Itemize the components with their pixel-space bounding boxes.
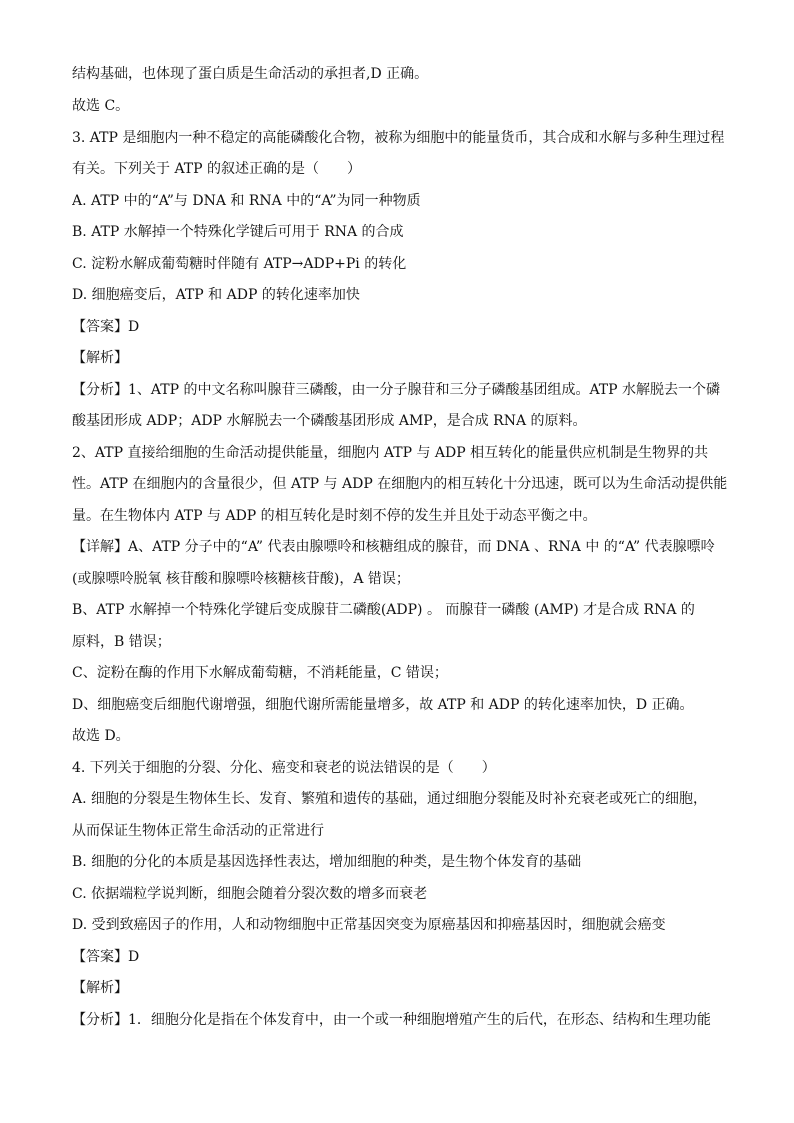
option-b: B. ATP 水解掉一个特殊化学键后可用于 RNA 的合成 [72, 224, 404, 240]
analysis-label: 【解析】 [72, 350, 128, 366]
text-line: 故选 C。 [72, 98, 130, 114]
detail-text: 原料，B 错误； [72, 634, 171, 650]
analysis-text: 2、ATP 直接给细胞的生命活动提供能量，细胞内 ATP 与 ADP 相互转化的能量供应机制是生物界的共 [72, 445, 709, 461]
option-a: A. ATP 中的“A”与 DNA 和 RNA 中的“A”为同一种物质 [72, 193, 421, 209]
text-line: 故选 D。 [72, 728, 130, 744]
answer-label: 【答案】D [72, 319, 140, 335]
analysis-label: 【解析】 [72, 980, 128, 996]
text-line: 结构基础，也体现了蛋白质是生命活动的承担者,D 正确。 [72, 66, 429, 82]
detail-text: C、淀粉在酶的作用下水解成葡萄糖，不消耗能量，C 错误； [72, 665, 448, 681]
option-a: A. 细胞的分裂是生物体生长、发育、繁殖和遗传的基础，通过细胞分裂能及时补充衰老或死亡的细胞， [72, 791, 708, 807]
option-a: 从而保证生物体正常生命活动的正常进行 [72, 823, 324, 839]
detail-text: (或腺嘌呤脱氧 核苷酸和腺嘌呤核糖核苷酸)，A 错误； [72, 571, 410, 587]
analysis-text: 酸基团形成 ADP；ADP 水解脱去一个磷酸基团形成 AMP，是合成 RNA 的原料。 [72, 413, 587, 429]
option-d: D. 受到致癌因子的作用，人和动物细胞中正常基因突变为原癌基因和抑癌基因时，细胞就会癌变 [72, 917, 666, 933]
analysis-text: 【分析】1、ATP 的中文名称叫腺苷三磷酸，由一分子腺苷和三分子磷酸基团组成。ATP 水解脱去一个磷 [72, 382, 721, 398]
option-b: B. 细胞的分化的本质是基因选择性表达，增加细胞的种类，是生物个体发育的基础 [72, 854, 582, 870]
question-3-stem: 3. ATP 是细胞内一种不稳定的高能磷酸化合物，被称为细胞中的能量货币，其合成和水解与多种生理过程 [72, 130, 725, 146]
detail-text: B、ATP 水解掉一个特殊化学键后变成腺苷二磷酸(ADP) 。 而腺苷一磷酸 (AMP) 才是合成 RNA 的 [72, 602, 695, 618]
option-c: C. 依据端粒学说判断，细胞会随着分裂次数的增多而衰老 [72, 886, 428, 902]
analysis-text: 性。ATP 在细胞内的含量很少，但 ATP 与 ADP 在细胞内的相互转化十分迅速，既可以为生命活动提供能 [72, 476, 728, 492]
option-d: D. 细胞癌变后，ATP 和 ADP 的转化速率加快 [72, 287, 360, 303]
question-3-stem: 有关。下列关于 ATP 的叙述正确的是（ ） [72, 161, 362, 177]
detail-text: D、细胞癌变后细胞代谢增强，细胞代谢所需能量增多，故 ATP 和 ADP 的转化速率加快，D 正确。 [72, 697, 694, 713]
option-c: C. 淀粉水解成葡萄糖时伴随有 ATP→ADP+Pi 的转化 [72, 256, 407, 272]
answer-label: 【答案】D [72, 949, 140, 965]
question-4-stem: 4. 下列关于细胞的分裂、分化、癌变和衰老的说法错误的是（ ） [72, 760, 496, 776]
analysis-text: 量。在生物体内 ATP 与 ADP 的相互转化是时刻不停的发生并且处于动态平衡之中。 [72, 508, 597, 524]
analysis-text: 【分析】1．细胞分化是指在个体发育中，由一个或一种细胞增殖产生的后代，在形态、结构和生理功能 [72, 1012, 711, 1028]
detail-text: 【详解】A、ATP 分子中的“A” 代表由腺嘌呤和核糖组成的腺苷，而 DNA 、RNA 中 的“A” 代表腺嘌呤 [72, 539, 715, 555]
